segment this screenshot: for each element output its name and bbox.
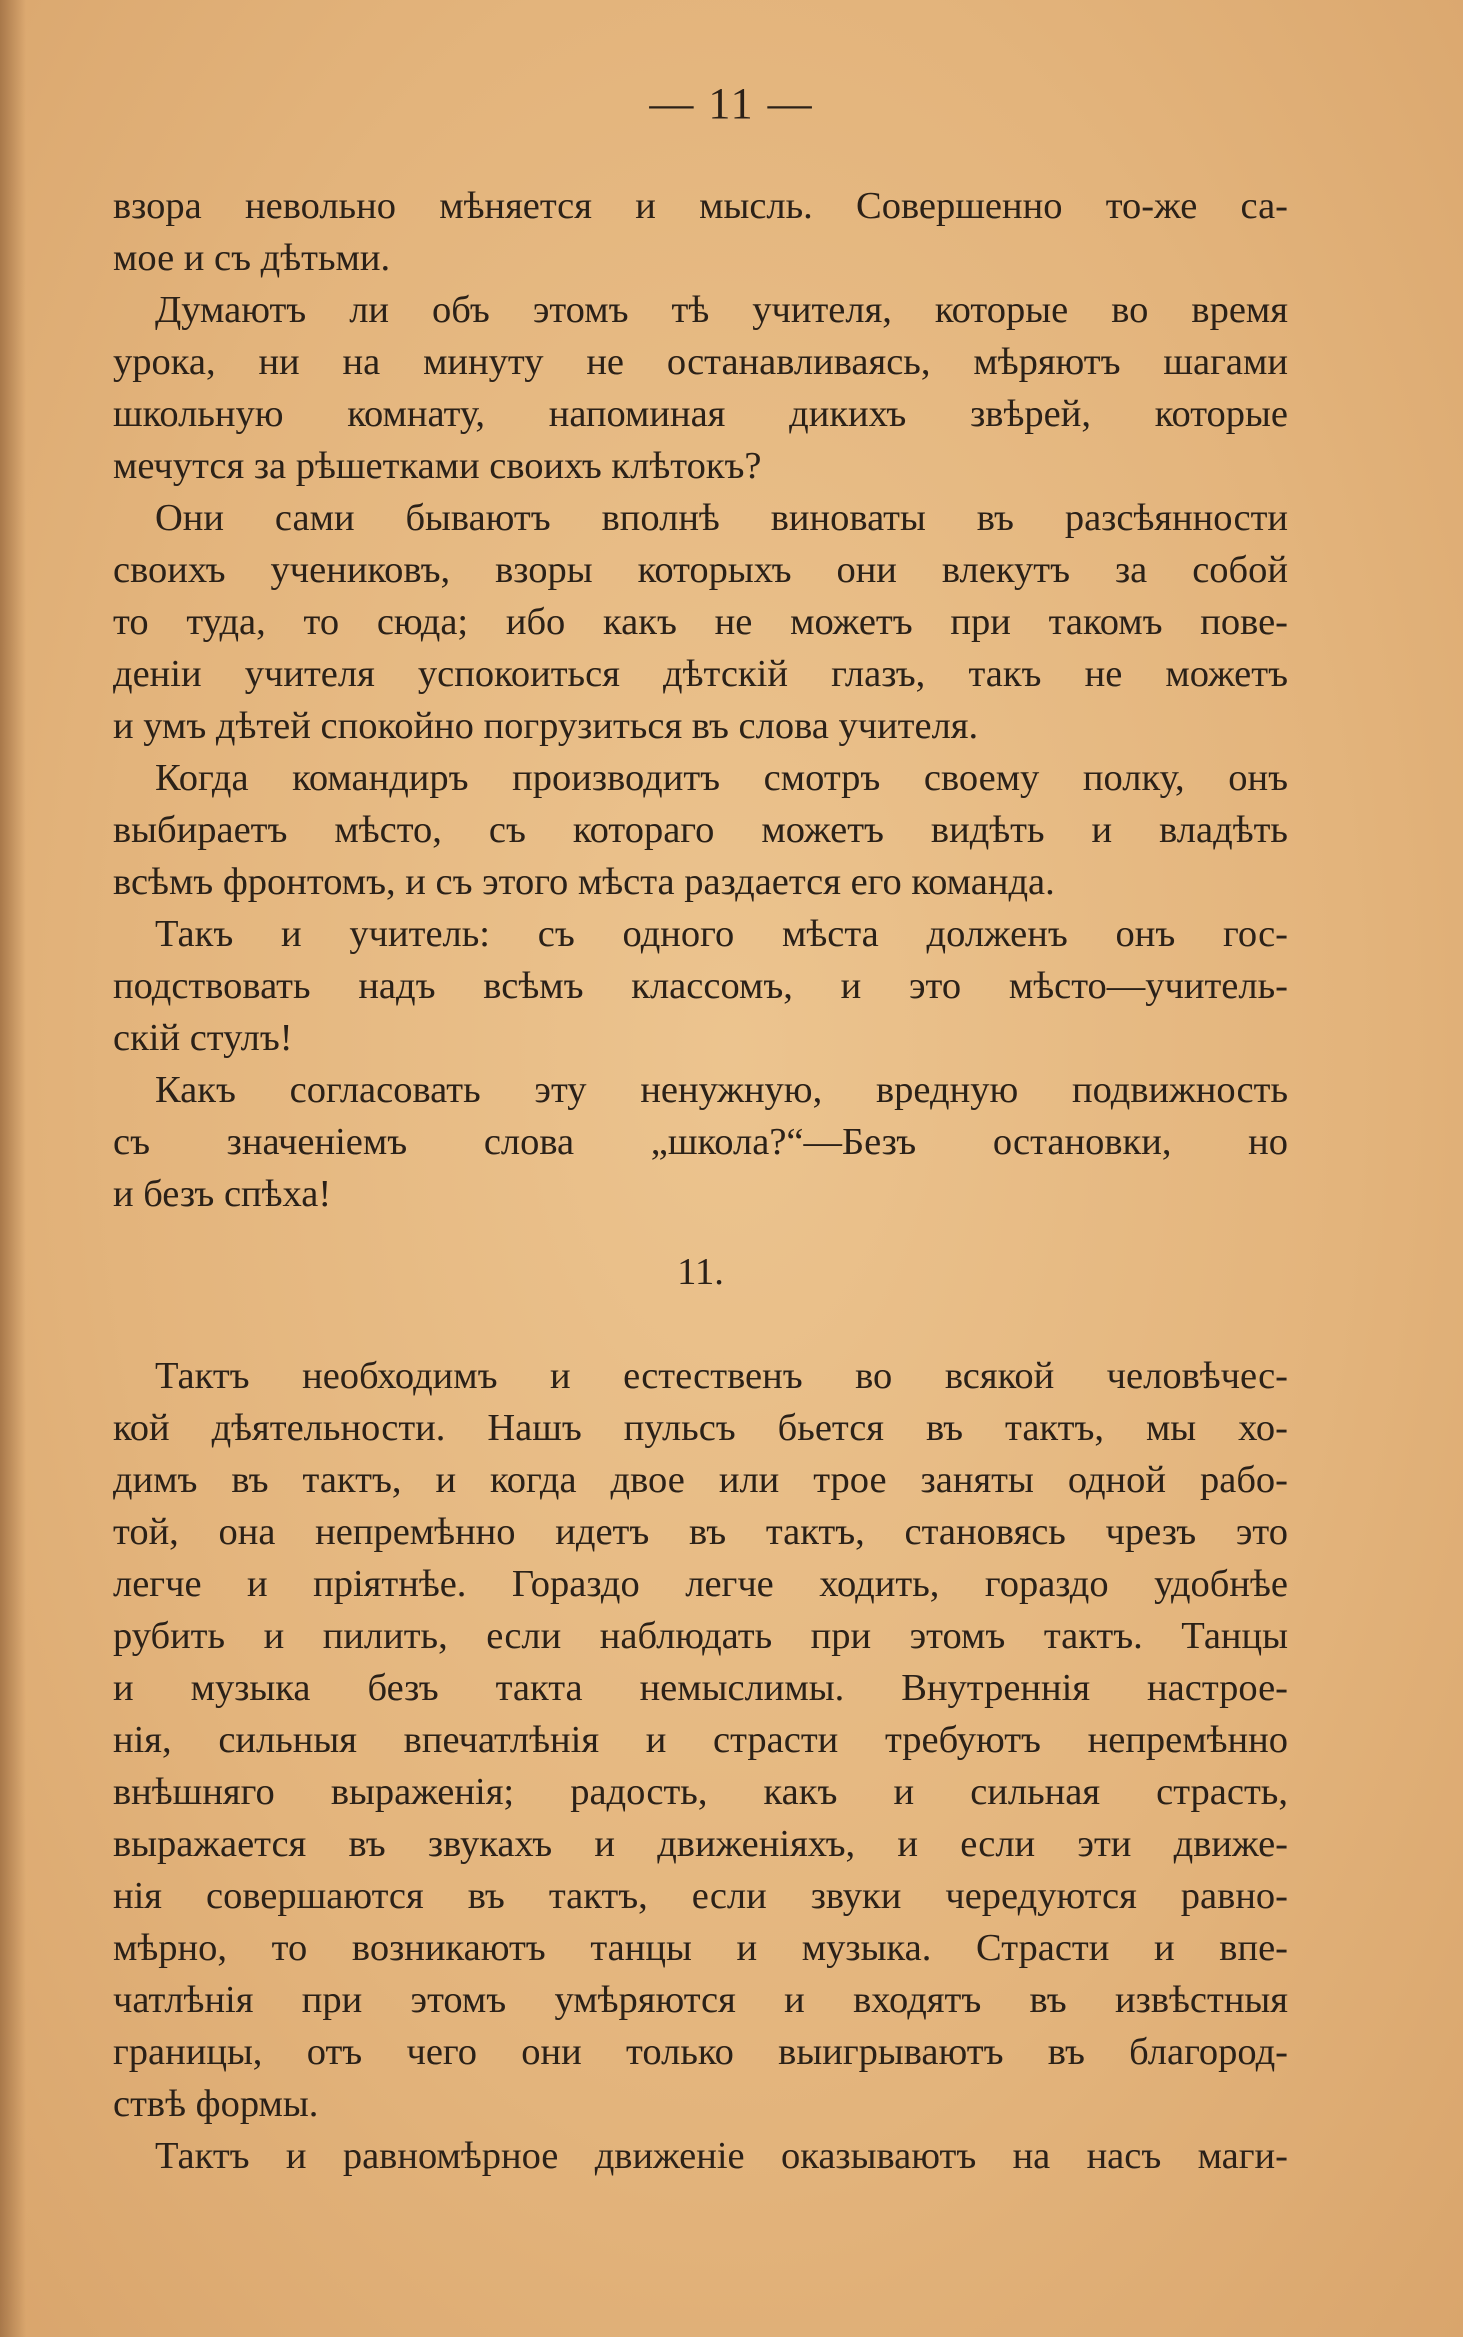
text-line: выражается въ звукахъ и движеніяхъ, и если эти движе- [113,1823,1288,1865]
text-line: легче и пріятнѣе. Гораздо легче ходить, гораздо удобнѣе [113,1563,1288,1605]
page-number: — 11 — [649,79,814,128]
text-line: Думаютъ ли объ этомъ тѣ учителя, которые во время [155,289,1288,331]
text-line: кой дѣятельности. Нашъ пульсъ бьется въ тактъ, мы хо- [113,1407,1288,1449]
text-line: нія, сильныя впечатлѣнія и страсти требуютъ непремѣнно [113,1719,1288,1761]
text-line: деніи учителя успокоиться дѣтскій глазъ, такъ не можетъ [113,653,1288,695]
text-line: чатлѣнія при этомъ умѣряются и входятъ въ извѣстныя [113,1979,1288,2021]
text-line: школьную комнату, напоминая дикихъ звѣрей, которые [113,393,1288,435]
text-line: всѣмъ фронтомъ, и съ этого мѣста раздается его команда. [113,861,1055,903]
text-line: внѣшняго выраженія; радость, какъ и сильная страсть, [113,1771,1288,1813]
page-text [113,180,1288,2182]
text-line: Такъ и учитель: съ одного мѣста долженъ онъ гос- [155,913,1288,955]
text-line: Когда командиръ производитъ смотръ своему полку, онъ [155,757,1288,799]
section-number: 11. [677,1251,724,1293]
text-line: мое и съ дѣтьми. [113,237,391,279]
text-line: ствѣ формы. [113,2083,319,2125]
text-line: рубить и пилить, если наблюдать при этомъ тактъ. Танцы [113,1615,1288,1657]
text-line: той, она непремѣнно идетъ въ тактъ, становясь чрезъ это [113,1511,1288,1553]
text-line: взора невольно мѣняется и мысль. Совершенно то-же са- [113,185,1288,227]
page-edge-shadow [0,0,26,2337]
text-line: границы, отъ чего они только выигрываютъ въ благород- [113,2031,1288,2073]
text-line: и умъ дѣтей спокойно погрузиться въ слова учителя. [113,705,979,747]
text-line: Они сами бываютъ вполнѣ виноваты въ разсѣянности [155,497,1288,539]
text-line: выбираетъ мѣсто, съ котораго можетъ видѣть и владѣть [113,809,1288,851]
text-line: то туда, то сюда; ибо какъ не можетъ при такомъ пове- [113,601,1288,643]
text-line: и музыка безъ такта немыслимы. Внутреннія настрое- [113,1667,1288,1709]
text-line: скій стулъ! [113,1017,293,1059]
text-line: нія совершаются въ тактъ, если звуки чередуются равно- [113,1875,1288,1917]
text-line: Какъ согласовать эту ненужную, вредную подвижность [155,1069,1288,1111]
text-line: мѣрно, то возникаютъ танцы и музыка. Страсти и впе- [113,1927,1288,1969]
text-line: и безъ спѣха! [113,1173,332,1215]
text-line: урока, ни на минуту не останавливаясь, мѣряютъ шагами [113,341,1288,383]
text-line: подствовать надъ всѣмъ классомъ, и это мѣсто—учитель- [113,965,1288,1007]
text-line: мечутся за рѣшетками своихъ клѣтокъ? [113,445,762,487]
text-line: Тактъ и равномѣрное движеніе оказываютъ на насъ маги- [155,2135,1288,2177]
text-line: своихъ учениковъ, взоры которыхъ они влекутъ за собой [113,549,1288,591]
text-line: димъ въ тактъ, и когда двое или трое заняты одной рабо- [113,1459,1288,1501]
text-line: Тактъ необходимъ и естественъ во всякой человѣчес- [155,1355,1288,1397]
text-line: съ значеніемъ слова „школа?“—Безъ остановки, но [113,1121,1288,1163]
